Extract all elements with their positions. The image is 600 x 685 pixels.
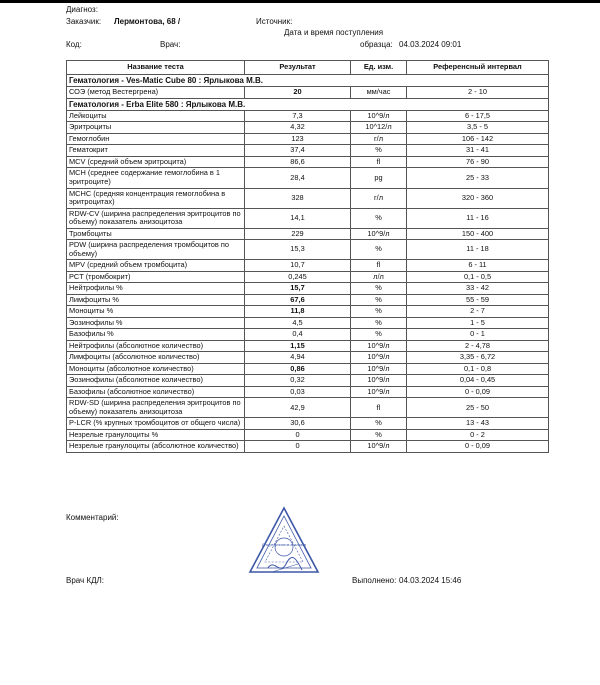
- reference-cell: 0 - 0,09: [407, 386, 549, 398]
- doctor-label: Врач:: [160, 40, 181, 49]
- column-header: Референсный интервал: [407, 61, 549, 75]
- test-name-cell: PDW (ширина распределения тромбоцитов по объему): [67, 240, 245, 260]
- result-cell: 0: [245, 429, 351, 441]
- test-name-cell: Лимфоциты (абсолютное количество): [67, 352, 245, 364]
- unit-cell: г/л: [351, 188, 407, 208]
- result-cell: 0,86: [245, 363, 351, 375]
- test-name-cell: Лейкоциты: [67, 110, 245, 122]
- table-row: [67, 340, 549, 352]
- results-table: [66, 60, 549, 453]
- reference-cell: 0,04 - 0,45: [407, 375, 549, 387]
- reference-cell: 31 - 41: [407, 145, 549, 157]
- test-name-cell: Незрелые гранулоциты %: [67, 429, 245, 441]
- table-row: [67, 294, 549, 306]
- test-name-cell: MPV (средний объем тромбоцита): [67, 260, 245, 272]
- result-cell: 67,6: [245, 294, 351, 306]
- result-cell: 11,8: [245, 306, 351, 318]
- source-label: Источник:: [256, 17, 293, 26]
- test-name-cell: MCV (средний объем эритроцита): [67, 156, 245, 168]
- test-name-cell: Моноциты (абсолютное количество): [67, 363, 245, 375]
- table-row: [67, 208, 549, 228]
- unit-cell: %: [351, 429, 407, 441]
- table-row: [67, 145, 549, 157]
- table-row: [67, 352, 549, 364]
- table-row: [67, 429, 549, 441]
- result-cell: 14,1: [245, 208, 351, 228]
- result-cell: 328: [245, 188, 351, 208]
- unit-cell: fl: [351, 398, 407, 418]
- unit-cell: %: [351, 418, 407, 430]
- test-name-cell: Нейтрофилы (абсолютное количество): [67, 340, 245, 352]
- diagnosis-label: Диагноз:: [66, 5, 98, 14]
- table-row: [67, 87, 549, 99]
- unit-cell: 10^9/л: [351, 441, 407, 453]
- reference-cell: 2 - 4,78: [407, 340, 549, 352]
- test-name-cell: MCH (среднее содержание гемоглобина в 1 эритроците): [67, 168, 245, 188]
- unit-cell: %: [351, 317, 407, 329]
- test-name-cell: Гематокрит: [67, 145, 245, 157]
- unit-cell: %: [351, 329, 407, 341]
- completed-datetime: 04.03.2024 15:46: [399, 576, 462, 585]
- stamp-text: Для результатов анализов: [261, 543, 307, 547]
- result-cell: 20: [245, 87, 351, 99]
- reference-cell: 13 - 43: [407, 418, 549, 430]
- sample-datetime: 04.03.2024 09:01: [399, 40, 462, 49]
- reference-cell: 106 - 142: [407, 133, 549, 145]
- comments-label: Комментарий:: [66, 513, 119, 522]
- customer-value: Лермонтова, 68 /: [114, 17, 181, 26]
- reference-cell: 3,35 - 6,72: [407, 352, 549, 364]
- test-name-cell: Базофилы (абсолютное количество): [67, 386, 245, 398]
- code-label: Код:: [66, 40, 82, 49]
- reference-cell: 25 - 33: [407, 168, 549, 188]
- result-cell: 0: [245, 441, 351, 453]
- unit-cell: fl: [351, 260, 407, 272]
- reference-cell: 320 - 360: [407, 188, 549, 208]
- test-name-cell: RDW-SD (ширина распределения эритроцитов по объему) показатель анизоцитоза: [67, 398, 245, 418]
- result-cell: 42,9: [245, 398, 351, 418]
- reference-cell: 33 - 42: [407, 283, 549, 295]
- table-row: [67, 363, 549, 375]
- column-header: Ед. изм.: [351, 61, 407, 75]
- table-header-row: [67, 61, 549, 75]
- reference-cell: 0,1 - 0,8: [407, 363, 549, 375]
- unit-cell: 10^9/л: [351, 352, 407, 364]
- table-row: [67, 156, 549, 168]
- doctor-kdl-label: Врач КДЛ:: [66, 576, 104, 585]
- test-name-cell: Лимфоциты %: [67, 294, 245, 306]
- unit-cell: г/л: [351, 133, 407, 145]
- result-cell: 28,4: [245, 168, 351, 188]
- unit-cell: 10^9/л: [351, 340, 407, 352]
- table-row: [67, 260, 549, 272]
- test-name-cell: RDW-CV (ширина распределения эритроцитов по объему) показатель анизоцитоза: [67, 208, 245, 228]
- result-cell: 37,4: [245, 145, 351, 157]
- result-cell: 15,3: [245, 240, 351, 260]
- table-row: [67, 441, 549, 453]
- reference-cell: 150 - 400: [407, 228, 549, 240]
- table-row: [67, 398, 549, 418]
- section-title: Гематология - Ves-Matic Cube 80 : Ярлыкова М.В.: [67, 75, 549, 87]
- test-name-cell: Гемоглобин: [67, 133, 245, 145]
- result-cell: 0,32: [245, 375, 351, 387]
- lab-stamp: [248, 506, 320, 580]
- reference-cell: 2 - 7: [407, 306, 549, 318]
- unit-cell: %: [351, 145, 407, 157]
- result-cell: 15,7: [245, 283, 351, 295]
- reference-cell: 0 - 0,09: [407, 441, 549, 453]
- result-cell: 0,4: [245, 329, 351, 341]
- unit-cell: pg: [351, 168, 407, 188]
- reference-cell: 3,5 - 5: [407, 122, 549, 134]
- test-name-cell: Нейтрофилы %: [67, 283, 245, 295]
- table-row: [67, 228, 549, 240]
- table-row: [67, 271, 549, 283]
- test-name-cell: P-LCR (% крупных тромбоцитов от общего числа): [67, 418, 245, 430]
- table-row: [67, 317, 549, 329]
- table-row: [67, 418, 549, 430]
- unit-cell: %: [351, 306, 407, 318]
- table-row: [67, 329, 549, 341]
- test-name-cell: Эритроциты: [67, 122, 245, 134]
- section-header-row: [67, 75, 549, 87]
- table-row: [67, 375, 549, 387]
- test-name-cell: Тромбоциты: [67, 228, 245, 240]
- unit-cell: мм/час: [351, 87, 407, 99]
- reference-cell: 0,1 - 0,5: [407, 271, 549, 283]
- unit-cell: 10^9/л: [351, 110, 407, 122]
- reference-cell: 76 - 90: [407, 156, 549, 168]
- table-row: [67, 240, 549, 260]
- reference-cell: 25 - 50: [407, 398, 549, 418]
- reference-cell: 11 - 18: [407, 240, 549, 260]
- test-name-cell: Незрелые гранулоциты (абсолютное количество): [67, 441, 245, 453]
- reference-cell: 55 - 59: [407, 294, 549, 306]
- result-cell: 7,3: [245, 110, 351, 122]
- unit-cell: 10^9/л: [351, 228, 407, 240]
- table-row: [67, 168, 549, 188]
- unit-cell: %: [351, 240, 407, 260]
- section-header-row: [67, 98, 549, 110]
- result-cell: 86,6: [245, 156, 351, 168]
- table-row: [67, 122, 549, 134]
- unit-cell: %: [351, 294, 407, 306]
- test-name-cell: Базофилы %: [67, 329, 245, 341]
- unit-cell: 10^9/л: [351, 363, 407, 375]
- result-cell: 123: [245, 133, 351, 145]
- reference-cell: 0 - 2: [407, 429, 549, 441]
- result-cell: 0,245: [245, 271, 351, 283]
- unit-cell: %: [351, 208, 407, 228]
- top-edge-line: [0, 0, 600, 3]
- test-name-cell: Эозинофилы %: [67, 317, 245, 329]
- result-cell: 229: [245, 228, 351, 240]
- reference-cell: 6 - 17,5: [407, 110, 549, 122]
- reference-cell: 11 - 16: [407, 208, 549, 228]
- reference-cell: 1 - 5: [407, 317, 549, 329]
- column-header: Результат: [245, 61, 351, 75]
- unit-cell: %: [351, 283, 407, 295]
- sample-label: образца:: [360, 40, 393, 49]
- datetime-label: Дата и время поступления: [284, 28, 384, 37]
- table-row: [67, 386, 549, 398]
- unit-cell: 10^9/л: [351, 375, 407, 387]
- reference-cell: 2 - 10: [407, 87, 549, 99]
- test-name-cell: Эозинофилы (абсолютное количество): [67, 375, 245, 387]
- table-row: [67, 306, 549, 318]
- unit-cell: fl: [351, 156, 407, 168]
- section-title: Гематология - Erba Elite 580 : Ярлыкова М.В.: [67, 98, 549, 110]
- table-row: [67, 110, 549, 122]
- test-name-cell: MCHC (средняя концентрация гемоглобина в эритроцитах): [67, 188, 245, 208]
- reference-cell: 6 - 11: [407, 260, 549, 272]
- table-row: [67, 188, 549, 208]
- table-row: [67, 283, 549, 295]
- test-name-cell: СОЭ (метод Вестергрена): [67, 87, 245, 99]
- completed-label: Выполнено:: [352, 576, 397, 585]
- result-cell: 0,03: [245, 386, 351, 398]
- customer-label: Заказчик:: [66, 17, 102, 26]
- result-cell: 4,94: [245, 352, 351, 364]
- result-cell: 10,7: [245, 260, 351, 272]
- result-cell: 4,5: [245, 317, 351, 329]
- table-row: [67, 133, 549, 145]
- unit-cell: 10^12/л: [351, 122, 407, 134]
- column-header: Название теста: [67, 61, 245, 75]
- test-name-cell: Моноциты %: [67, 306, 245, 318]
- result-cell: 30,6: [245, 418, 351, 430]
- reference-cell: 0 - 1: [407, 329, 549, 341]
- test-name-cell: PCT (тромбокрит): [67, 271, 245, 283]
- unit-cell: 10^9/л: [351, 386, 407, 398]
- result-cell: 4,32: [245, 122, 351, 134]
- result-cell: 1,15: [245, 340, 351, 352]
- unit-cell: л/л: [351, 271, 407, 283]
